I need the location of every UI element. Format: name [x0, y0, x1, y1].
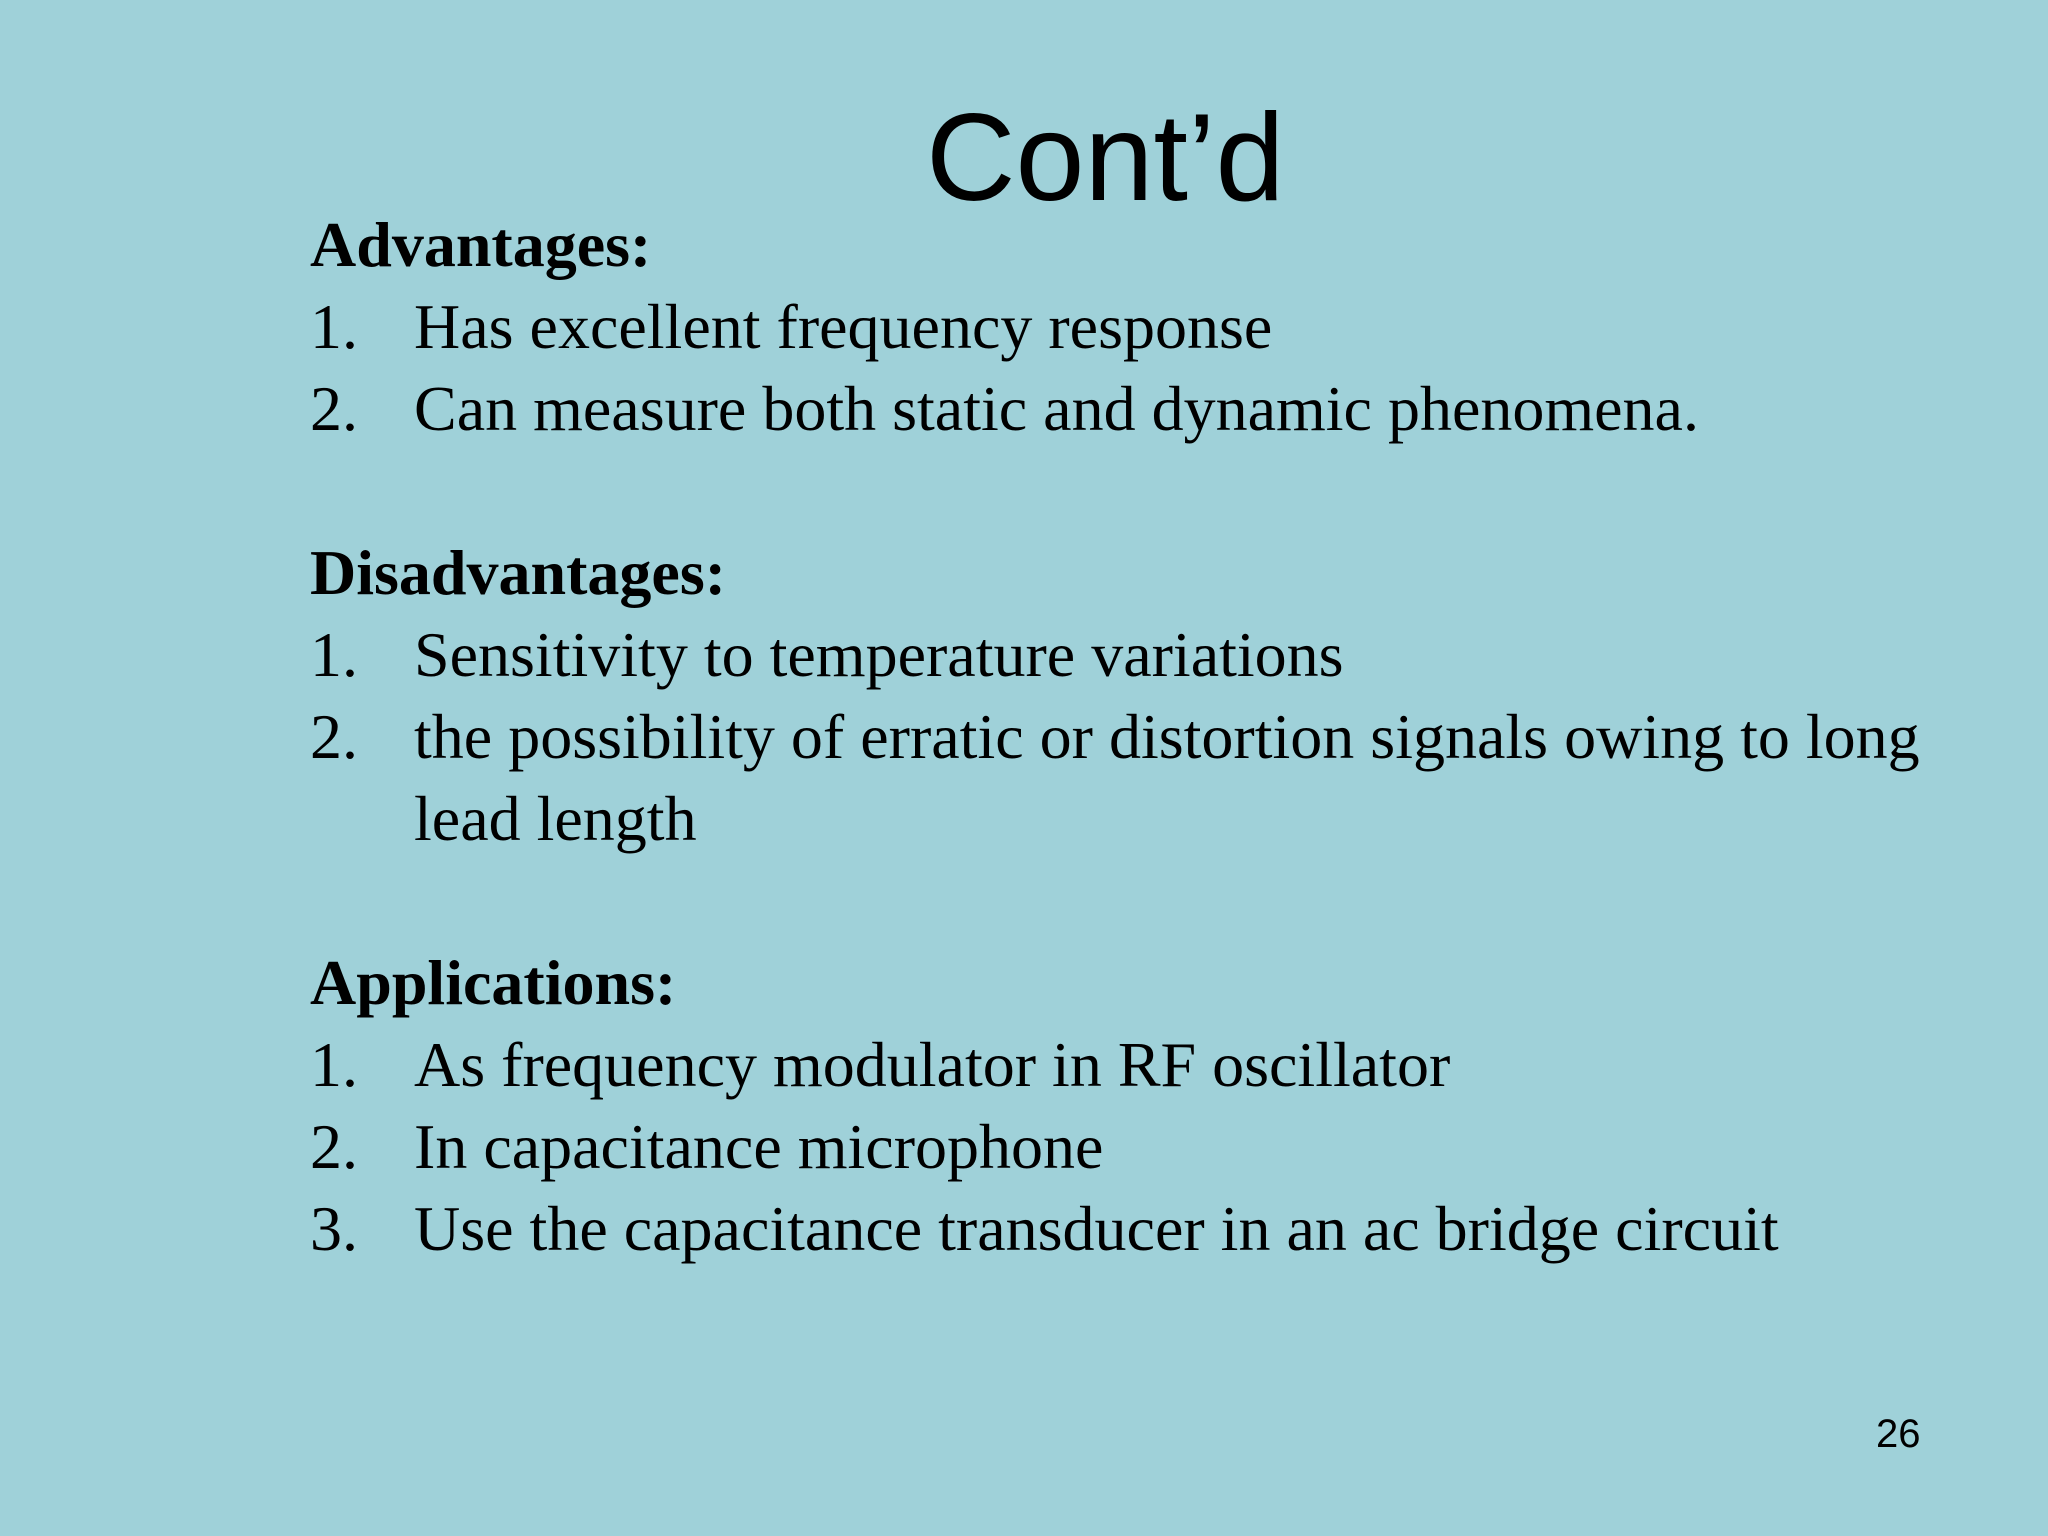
- disadvantages-list: [310, 614, 1930, 860]
- item-text: Can measure both static and dynamic phenomena.: [414, 373, 1699, 444]
- item-text: Has excellent frequency response: [414, 291, 1273, 362]
- item-text: As frequency modulator in RF oscillator: [414, 1029, 1451, 1100]
- item-text: Use the capacitance transducer in an ac bridge circuit: [414, 1193, 1779, 1264]
- item-number: 2.: [310, 701, 358, 772]
- item-number: 1.: [310, 1029, 358, 1100]
- list-item: [310, 614, 1930, 696]
- applications-heading: Applications:: [310, 947, 677, 1018]
- slide-content: [310, 204, 1930, 1270]
- section-spacer: [310, 450, 1930, 532]
- disadvantages-heading: Disadvantages:: [310, 537, 727, 608]
- item-number: 2.: [310, 373, 358, 444]
- list-item: [310, 1106, 1930, 1188]
- page-number: 26: [1876, 1412, 1921, 1456]
- item-number: 1.: [310, 619, 358, 690]
- slide-title: Cont’d: [926, 89, 1285, 227]
- item-text: In capacitance microphone: [414, 1111, 1104, 1182]
- advantages-list: [310, 286, 1930, 450]
- applications-list: [310, 1024, 1930, 1270]
- item-text: the possibility of erratic or distortion signals owing to long lead length: [414, 701, 1920, 854]
- advantages-heading: Advantages:: [310, 209, 652, 280]
- list-item: [310, 368, 1930, 450]
- list-item: [310, 696, 1930, 860]
- list-item: [310, 1024, 1930, 1106]
- section-spacer: [310, 860, 1930, 942]
- disadvantages-section: [310, 532, 1930, 860]
- applications-section: [310, 942, 1930, 1270]
- item-number: 3.: [310, 1193, 358, 1264]
- advantages-section: [310, 204, 1930, 450]
- item-number: 1.: [310, 291, 358, 362]
- item-number: 2.: [310, 1111, 358, 1182]
- list-item: [310, 286, 1930, 368]
- list-item: [310, 1188, 1930, 1270]
- item-text: Sensitivity to temperature variations: [414, 619, 1344, 690]
